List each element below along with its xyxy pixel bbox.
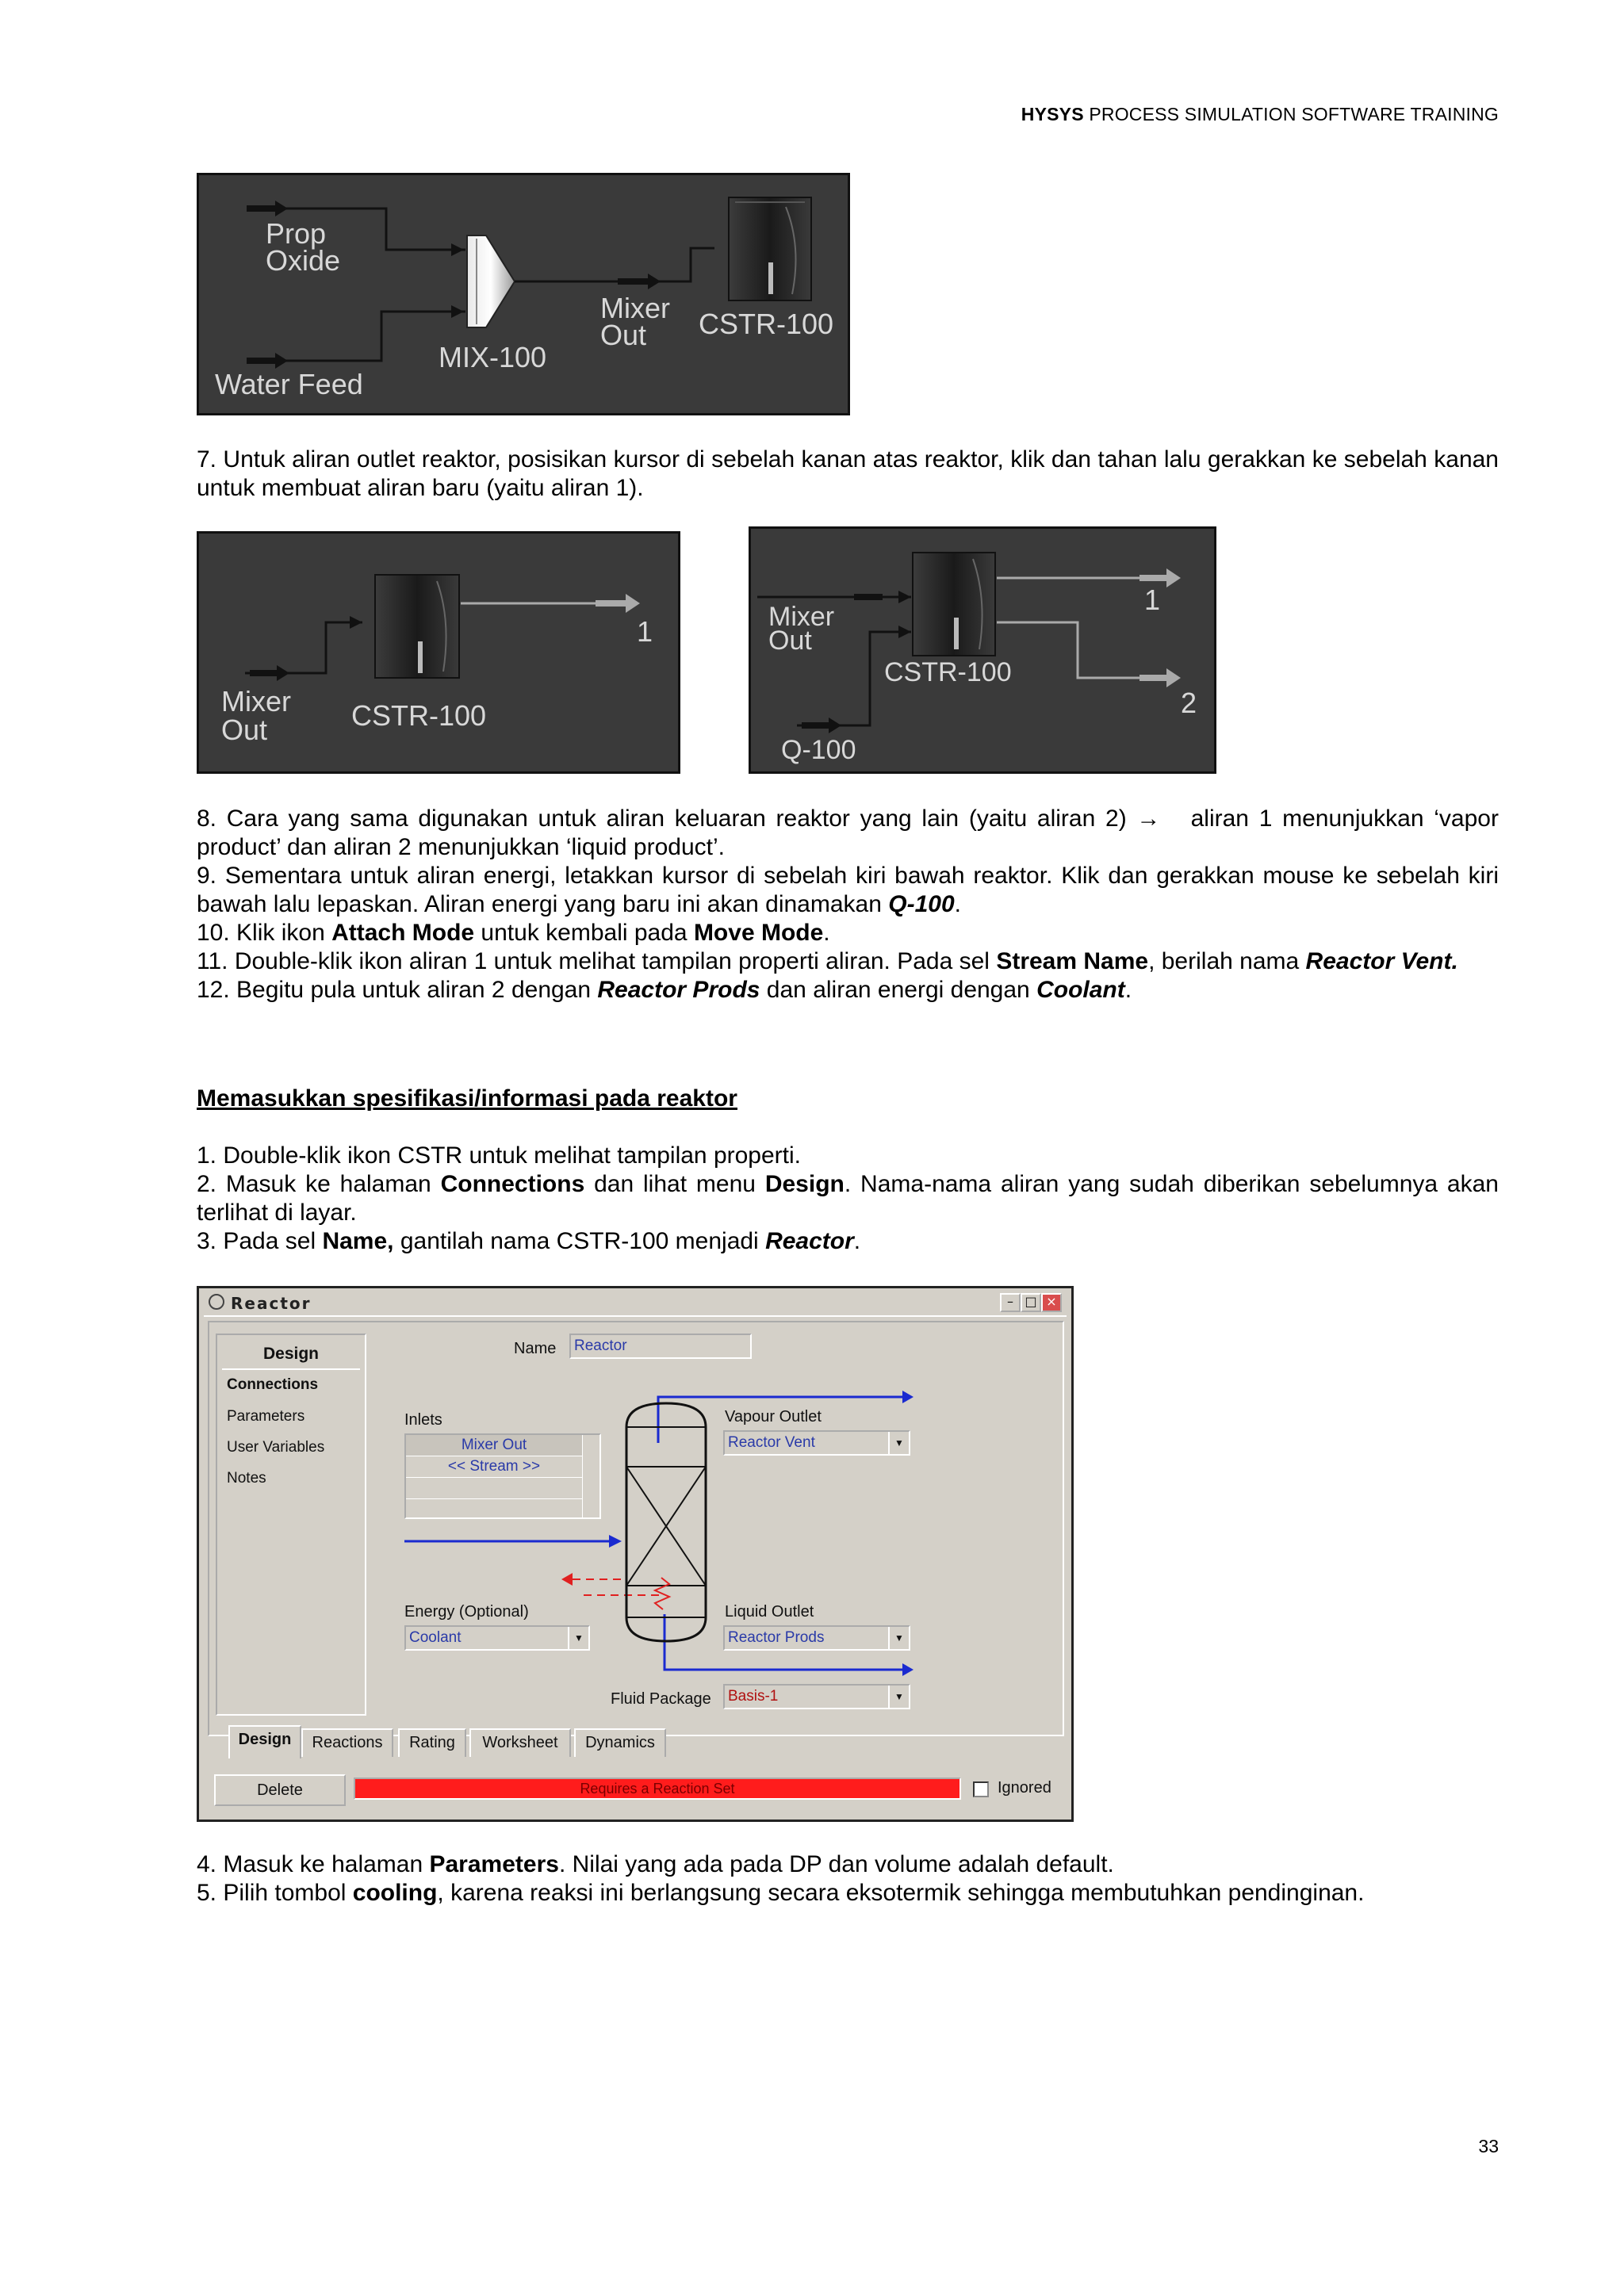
reactor-vessel-icon xyxy=(626,1403,706,1641)
steps-1-3 xyxy=(197,1142,1499,1256)
chevron-down-icon[interactable]: ▼ xyxy=(888,1686,909,1708)
vapour-outlet-value: Reactor Vent xyxy=(728,1434,815,1451)
nav-header-design: Design xyxy=(263,1345,320,1363)
tab-design[interactable]: Design xyxy=(228,1725,301,1758)
maximize-button[interactable]: □ xyxy=(1021,1293,1041,1312)
label-oxide: Oxide xyxy=(266,244,341,277)
step-10: 10. Klik ikon Attach Mode untuk kembali pada Move Mode. xyxy=(197,920,830,946)
section-title: Memasukkan spesifikasi/informasi pada reaktor xyxy=(197,1085,737,1112)
tab-worksheet[interactable]: Worksheet xyxy=(469,1728,571,1757)
step-11: 11. Double-klik ikon aliran 1 untuk melihat tampilan properti aliran. Pada sel Stream Name, berilah nama Reactor Vent. xyxy=(197,948,1458,974)
label-mix-100: MIX-100 xyxy=(439,341,547,373)
step-3: 3. Pada sel Name, gantilah nama CSTR-100 menjadi Reactor. xyxy=(197,1228,861,1254)
label-cstr-100: CSTR-100 xyxy=(884,657,1012,687)
mixer-out-line xyxy=(515,248,714,281)
header-brand: HYSYS xyxy=(1021,104,1084,124)
app-icon xyxy=(209,1294,224,1310)
inlet-row-mixer-out[interactable]: Mixer Out xyxy=(406,1435,582,1456)
tab-reactions[interactable]: Reactions xyxy=(301,1728,393,1757)
name-input[interactable]: Reactor xyxy=(569,1334,752,1359)
dialog-title: Reactor xyxy=(231,1294,312,1313)
mixer-icon[interactable] xyxy=(467,235,515,327)
step-12: 12. Begitu pula untuk aliran 2 dengan Reactor Prods dan aliran energi dengan Coolant. xyxy=(197,977,1132,1003)
label-cstr-100: CSTR-100 xyxy=(351,699,487,732)
liquid-outlet-value: Reactor Prods xyxy=(728,1629,825,1646)
page-header xyxy=(1021,104,1499,125)
dialog-titlebar[interactable] xyxy=(204,1292,1067,1317)
figure-stream-1 xyxy=(197,531,680,774)
label-mixer: Mixer xyxy=(600,292,670,324)
energy-value: Coolant xyxy=(409,1629,462,1646)
close-button[interactable]: × xyxy=(1041,1293,1062,1312)
vapour-outlet-label: Vapour Outlet xyxy=(725,1408,822,1425)
minimize-button[interactable]: – xyxy=(1000,1293,1021,1312)
step-1: 1. Double-klik ikon CSTR untuk melihat tampilan properti. xyxy=(197,1142,801,1169)
ignored-label: Ignored xyxy=(998,1779,1051,1797)
label-out: Out xyxy=(600,319,647,351)
inlet-row-new-stream[interactable]: << Stream >> xyxy=(406,1456,582,1478)
nav-panel xyxy=(216,1334,366,1716)
step-5: 5. Pilih tombol cooling, karena reaksi ini berlangsung secara eksotermik sehingga membutuhkan pendinginan. xyxy=(197,1880,1365,1906)
status-bar: Requires a Reaction Set xyxy=(354,1777,961,1800)
delete-button[interactable]: Delete xyxy=(214,1774,346,1806)
fluid-package-value: Basis-1 xyxy=(728,1688,779,1705)
step-7-text: 7. Untuk aliran outlet reaktor, posisikan kursor di sebelah kanan atas reaktor, klik dan tahan lalu gerakkan ke sebelah kanan untuk membuat aliran baru (yaitu aliran 1). xyxy=(197,446,1499,501)
tab-dynamics[interactable]: Dynamics xyxy=(574,1728,666,1757)
label-stream-2: 2 xyxy=(1181,687,1197,719)
label-stream-1: 1 xyxy=(1144,584,1161,616)
nav-item-connections[interactable]: Connections xyxy=(227,1376,319,1393)
ignored-checkbox[interactable] xyxy=(973,1781,989,1797)
step-7 xyxy=(197,446,1499,503)
label-mixer: Mixer xyxy=(221,685,291,718)
chevron-down-icon[interactable]: ▼ xyxy=(888,1432,909,1454)
figure-stream-1-2 xyxy=(749,526,1216,774)
label-water-feed: Water Feed xyxy=(215,368,363,400)
step-9: 9. Sementara untuk aliran energi, letakkan kursor di sebelah kiri bawah reaktor. Klik dan gerakkan mouse ke sebelah kiri bawah lalu lepaskan. Aliran energi yang baru ini akan dinamakan Q-100. xyxy=(197,863,1499,917)
inlets-label: Inlets xyxy=(404,1411,442,1429)
fluid-package-label: Fluid Package xyxy=(611,1690,711,1708)
step-4: 4. Masuk ke halaman Parameters. Nilai yang ada pada DP dan volume adalah default. xyxy=(197,1851,1114,1877)
chevron-down-icon[interactable]: ▼ xyxy=(888,1627,909,1649)
label-out: Out xyxy=(221,714,268,746)
label-stream-1: 1 xyxy=(637,615,653,648)
steps-8-12 xyxy=(197,805,1499,1004)
chevron-down-icon[interactable]: ▼ xyxy=(568,1627,588,1649)
tab-rating[interactable]: Rating xyxy=(398,1728,466,1757)
nav-item-notes[interactable]: Notes xyxy=(227,1470,266,1487)
header-rest: PROCESS SIMULATION SOFTWARE TRAINING xyxy=(1083,104,1499,124)
label-mixer: Mixer xyxy=(768,602,835,632)
label-prop: Prop xyxy=(266,217,327,250)
reactor-schematic xyxy=(396,1380,920,1681)
label-cstr-100: CSTR-100 xyxy=(699,308,834,340)
steps-4-5 xyxy=(197,1850,1499,1908)
label-q-100: Q-100 xyxy=(781,735,856,765)
liquid-outlet-label: Liquid Outlet xyxy=(725,1603,814,1621)
arrow-glyph: → xyxy=(1136,806,1161,832)
mixer-out-line xyxy=(245,622,362,673)
fluid-package-select[interactable] xyxy=(723,1684,910,1709)
stream-2-line xyxy=(997,622,1168,678)
step-2: 2. Masuk ke halaman Connections dan lihat menu Design. Nama-nama aliran yang sudah diberikan sebelumnya akan terlihat di layar. xyxy=(197,1171,1499,1226)
step-8: 8. Cara yang sama digunakan untuk aliran keluaran reaktor yang lain (yaitu aliran 2) → aliran 1 menunjukkan ‘vapor product’ dan aliran 2 menunjukkan ‘liquid product’. xyxy=(197,806,1499,860)
figure-mixer-cstr xyxy=(197,173,850,415)
label-out: Out xyxy=(768,626,812,656)
energy-label: Energy (Optional) xyxy=(404,1603,529,1621)
page-number: 33 xyxy=(1478,2136,1499,2156)
nav-item-parameters[interactable]: Parameters xyxy=(227,1408,305,1425)
name-label: Name xyxy=(514,1340,557,1357)
nav-item-user-variables[interactable]: User Variables xyxy=(227,1439,325,1456)
